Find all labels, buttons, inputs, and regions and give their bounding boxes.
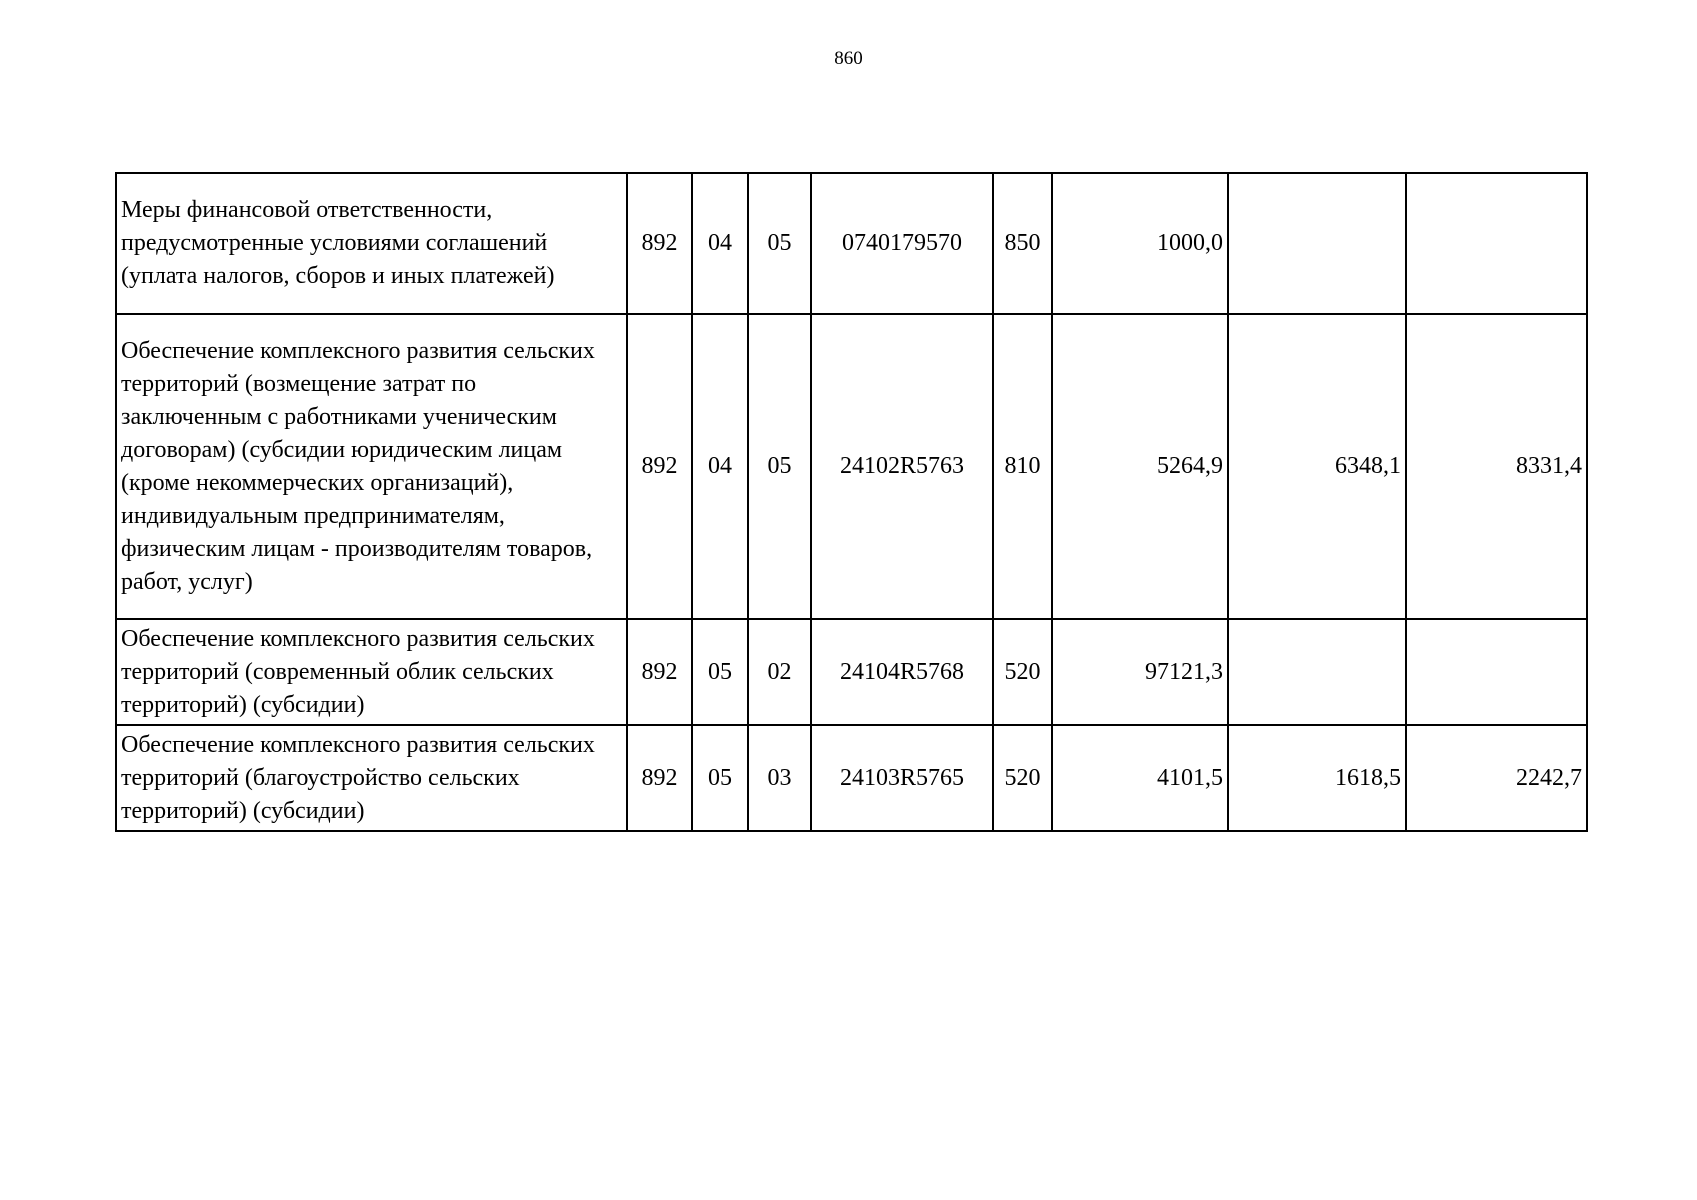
target-article-code: 24104R5768	[811, 619, 993, 725]
target-article-code: 24102R5763	[811, 314, 993, 619]
amount-year-3	[1406, 619, 1587, 725]
amount-year-2	[1228, 619, 1406, 725]
expense-type-code: 850	[993, 173, 1052, 314]
table-row	[116, 314, 1587, 619]
amount-year-1: 1000,0	[1052, 173, 1228, 314]
table-row	[116, 725, 1587, 831]
subsection-code: 05	[748, 173, 811, 314]
row-description: Обеспечение комплексного развития сельских территорий (современный облик сельских территорий) (субсидии)	[116, 619, 627, 725]
amount-year-1: 4101,5	[1052, 725, 1228, 831]
section-code: 04	[692, 314, 748, 619]
ministry-code: 892	[627, 725, 692, 831]
row-description: Меры финансовой ответственности, предусмотренные условиями соглашений (уплата налогов, сборов и иных платежей)	[116, 173, 627, 314]
amount-year-2: 6348,1	[1228, 314, 1406, 619]
row-description: Обеспечение комплексного развития сельских территорий (возмещение затрат по заключенным с работниками ученическим договорам) (субсидии юридическим лицам (кроме некоммерческих организаций), индивидуальным предпринимателям, физическим лицам - производителям товаров, работ, услуг)	[116, 314, 627, 619]
expense-type-code: 810	[993, 314, 1052, 619]
section-code: 05	[692, 725, 748, 831]
amount-year-2: 1618,5	[1228, 725, 1406, 831]
subsection-code: 03	[748, 725, 811, 831]
section-code: 05	[692, 619, 748, 725]
budget-table	[115, 172, 1588, 832]
amount-year-3: 2242,7	[1406, 725, 1587, 831]
amount-year-1: 97121,3	[1052, 619, 1228, 725]
amount-year-1: 5264,9	[1052, 314, 1228, 619]
subsection-code: 05	[748, 314, 811, 619]
expense-type-code: 520	[993, 619, 1052, 725]
ministry-code: 892	[627, 173, 692, 314]
ministry-code: 892	[627, 314, 692, 619]
subsection-code: 02	[748, 619, 811, 725]
target-article-code: 0740179570	[811, 173, 993, 314]
amount-year-3	[1406, 173, 1587, 314]
section-code: 04	[692, 173, 748, 314]
amount-year-3: 8331,4	[1406, 314, 1587, 619]
target-article-code: 24103R5765	[811, 725, 993, 831]
expense-type-code: 520	[993, 725, 1052, 831]
table-row	[116, 173, 1587, 314]
page-number: 860	[834, 48, 863, 69]
table-row	[116, 619, 1587, 725]
ministry-code: 892	[627, 619, 692, 725]
row-description: Обеспечение комплексного развития сельских территорий (благоустройство сельских территорий) (субсидии)	[116, 725, 627, 831]
amount-year-2	[1228, 173, 1406, 314]
